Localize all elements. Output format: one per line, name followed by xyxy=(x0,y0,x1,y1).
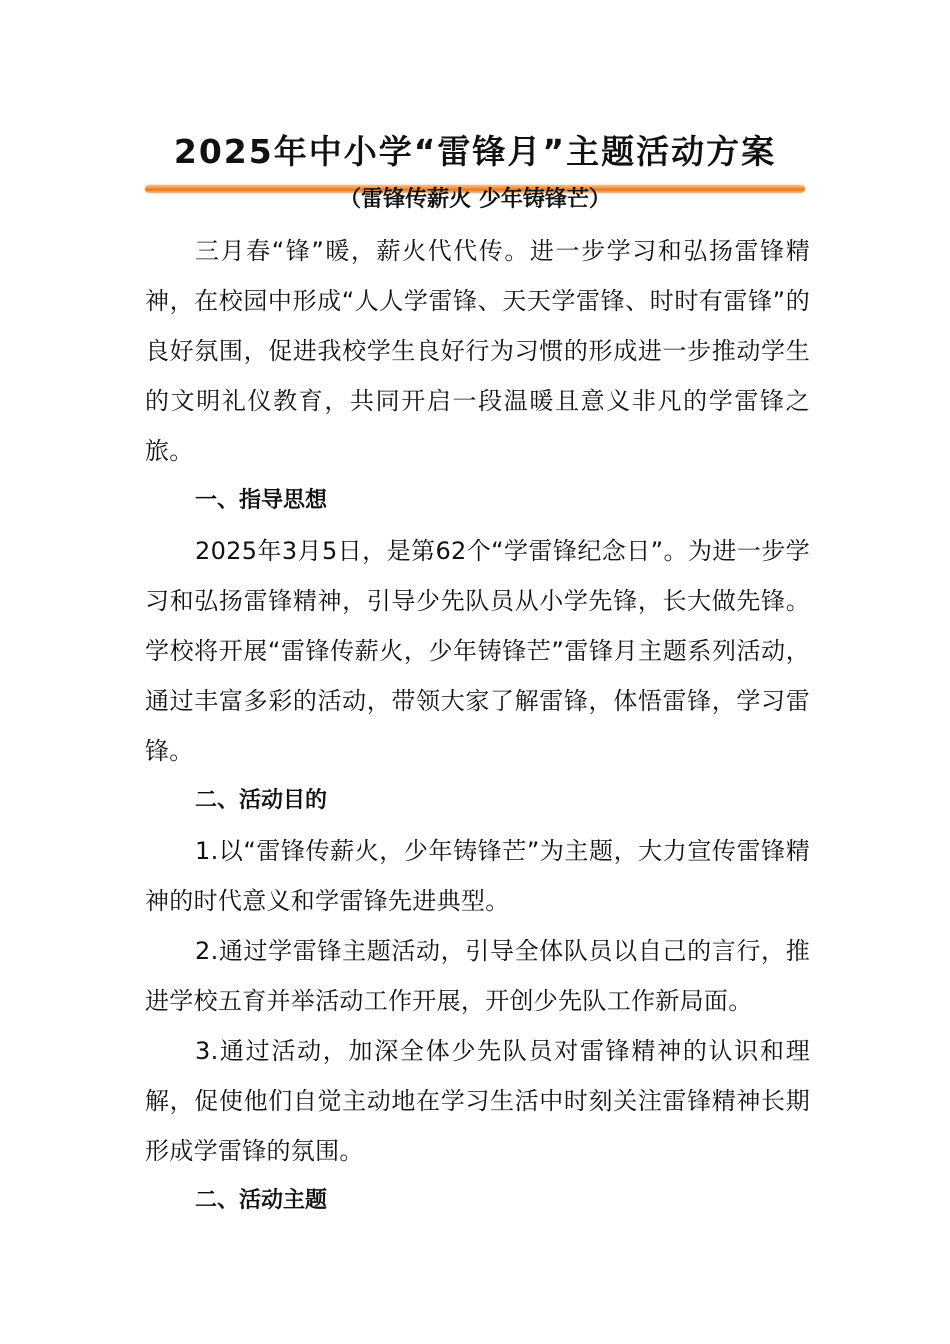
purpose-item-2: 2.通过学雷锋主题活动，引导全体队员以自己的言行，推进学校五育并举活动工作开展，开创少先队工作新局面。 xyxy=(145,937,810,1015)
section-heading-activity-theme: 二、活动主题 xyxy=(195,1188,328,1213)
document-subtitle: （雷锋传薪火 少年铸锋芒） xyxy=(339,187,611,212)
intro-paragraph: 三月春“锋”暖，薪火代代传。进一步学习和弘扬雷锋精神，在校园中形成“人人学雷锋、天天学雷锋、时时有雷锋”的良好氛围，促进我校学生良好行为习惯的形成进一步推动学生的文明礼仪教育，共同开启一段温暖且意义非凡的学雷锋之旅。 xyxy=(145,237,810,465)
purpose-item-3: 3.通过活动，加深全体少先队员对雷锋精神的认识和理解，促使他们自觉主动地在学习生活中时刻关注雷锋精神长期形成学雷锋的氛围。 xyxy=(145,1037,810,1165)
guiding-ideology-paragraph: 2025年3月5日，是第62个“学雷锋纪念日”。为进一步学习和弘扬雷锋精神，引导少先队员从小学先锋，长大做先锋。学校将开展“雷锋传薪火，少年铸锋芒”雷锋月主题系列活动，通过丰富多彩的活动，带领大家了解雷锋，体悟雷锋，学习雷锋。 xyxy=(145,537,810,765)
purpose-item-1: 1.以“雷锋传薪火，少年铸锋芒”为主题，大力宣传雷锋精神的时代意义和学雷锋先进典型。 xyxy=(145,837,810,915)
document-title: 2025年中小学“雷锋月”主题活动方案 xyxy=(173,132,777,171)
document-body xyxy=(145,226,810,1226)
section-heading-activity-purpose: 二、活动目的 xyxy=(195,788,328,813)
section-heading-guiding-ideology: 一、指导思想 xyxy=(195,488,328,513)
